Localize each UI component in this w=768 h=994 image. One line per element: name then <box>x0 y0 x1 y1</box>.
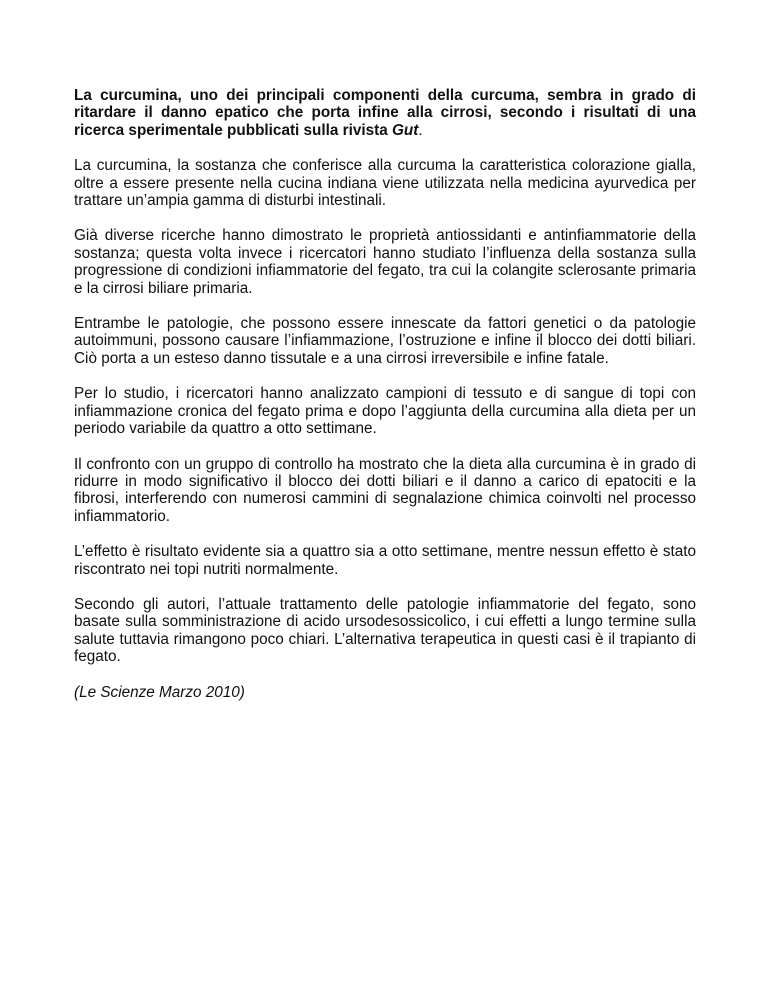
source-citation: (Le Scienze Marzo 2010) <box>74 683 245 701</box>
lead-end: . <box>418 121 423 139</box>
paragraph-3: Entrambe le patologie, che possono essere innescate da fattori genetici o da patologie autoimmuni, possono causare l’infiammazione, l’ostruzione e infine il blocco dei dotti biliari. Ciò porta a un esteso danno tissutale e a una cirrosi irreversibile e infine fatale. <box>74 315 696 367</box>
article-body <box>74 87 696 701</box>
paragraph-1: La curcumina, la sostanza che conferisce alla curcuma la caratteristica colorazione gialla, oltre a essere presente nella cucina indiana viene utilizzata nella medicina ayurvedica per trattare un’ampia gamma di disturbi intestinali. <box>74 157 696 210</box>
paragraph-5: Il confronto con un gruppo di controllo ha mostrato che la dieta alla curcumina è in grado di ridurre in modo significativo il blocco dei dotti biliari e il danno a carico di epatociti e la fibrosi, interferendo con numerosi cammini di segnalazione chimica coinvolti nel processo infiammatorio. <box>74 455 696 525</box>
paragraph-7: Secondo gli autori, l’attuale trattamento delle patologie infiammatorie del fegato, sono basate sulla somministrazione di acido ursodesossicolico, i cui effetti a lungo termine sulla salute tuttavia rimangono poco chiari. L’alternativa terapeutica in questi casi è il trapianto di fegato. <box>74 595 696 666</box>
paragraph-4: Per lo studio, i ricercatori hanno analizzato campioni di tessuto e di sangue di topi con infiammazione cronica del fegato prima e dopo l’aggiunta della curcumina alla dieta per un periodo variabile da quattro a otto settimane. <box>74 385 696 438</box>
lead-paragraph <box>74 87 696 139</box>
journal-name: Gut <box>391 121 419 139</box>
paragraph-6: L’effetto è risultato evidente sia a quattro sia a otto settimane, mentre nessun effetto è stato riscontrato nei topi nutriti normalmente. <box>74 543 696 578</box>
paragraph-2: Già diverse ricerche hanno dimostrato le proprietà antiossidanti e antinfiammatorie della sostanza; questa volta invece i ricercatori hanno studiato l’influenza della sostanza sulla progressione di condizioni infiammatorie del fegato, tra cui la colangite sclerosante primaria e la cirrosi biliare primaria. <box>74 227 696 297</box>
lead-text: La curcumina, uno dei principali componenti della curcuma, sembra in grado di ritardare il danno epatico che porta infine alla cirrosi, secondo i risultati di una ricerca sperimentale pubblicati sulla rivista <box>74 87 696 139</box>
